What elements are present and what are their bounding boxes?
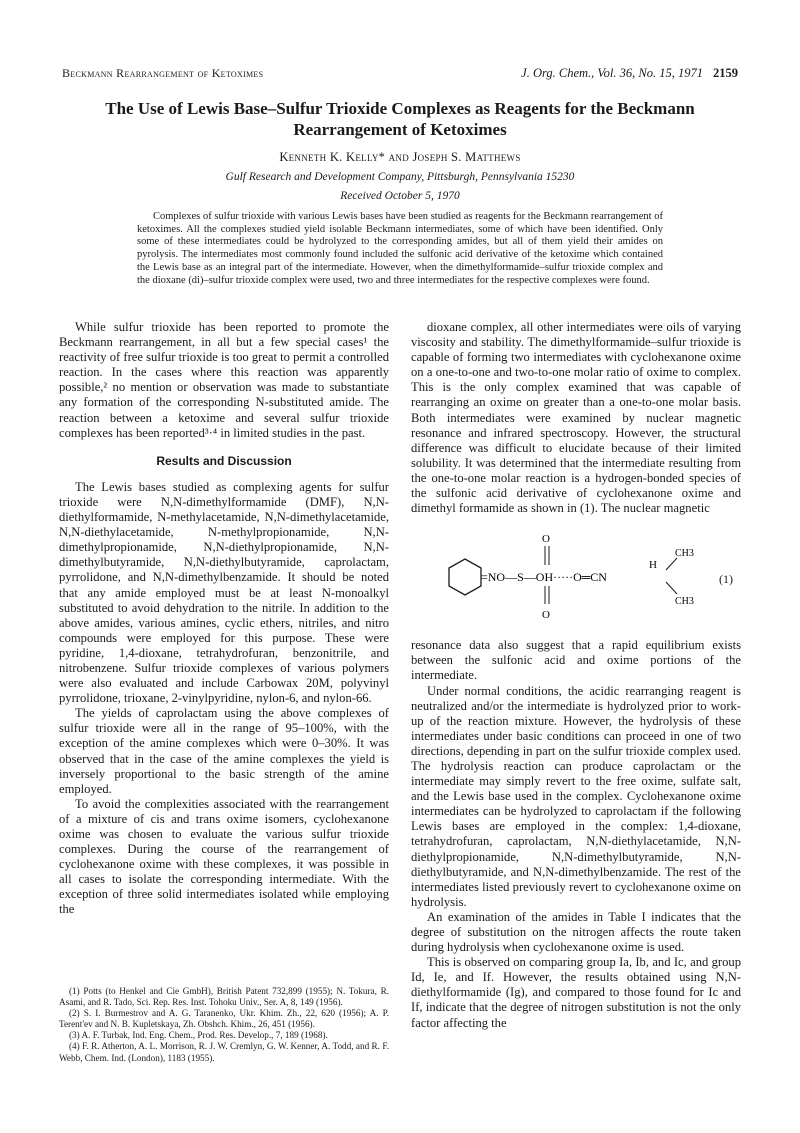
right-column: [411, 320, 741, 1031]
section-heading: Results and Discussion: [156, 453, 292, 468]
article-title: The Use of Lewis Base–Sulfur Trioxide Complexes as Reagents for the Beckmann Rearrangement of Ketoximes: [105, 99, 695, 139]
body-paragraph: This is observed on comparing group Ia, Ib, and Ic, and group Id, Ie, and If. However, the results obtained using N,N-diethylformamide (Ig), and compared to those found for Ic and If, indicate that the degree of nitrogen substitution is not the only factor affecting the: [411, 955, 741, 1030]
running-head: [62, 66, 738, 82]
methyl-top: CH3: [675, 548, 694, 560]
n-ch3-bond: [666, 582, 677, 594]
running-head-citation: [521, 66, 738, 81]
body-paragraph: Under normal conditions, the acidic rearranging reagent is neutralized and/or the intermediate is hydrolyzed prior to work-up of the reaction mixture. However, the hydrolysis of these intermediates under basic conditions can proceed in one of two directions, depending in part on the sulfur trioxide complex used. The hydrolysis reaction can produce caprolactam or the intermediate may simply revert to the free oxime, sulfate salt, and the Lewis base used in the complex. Cyclohexanone oxime intermediates can be hydrolyzed to caprolactam if the following Lewis bases are employed in the complex: 1,4-dioxane, tetrahydrofuran, caprolactam, N,N-diethylacetamide, N,N-diethylpropionamide, N,N-dimethylbutyramide, N,N-diethylbutyramide, and N,N-dimethylbenzamide. The rest of the intermediates listed previously revert to cyclohexanone oxime on hydrolysis.: [411, 683, 741, 909]
body-paragraph: The yields of caprolactam using the above complexes of sulfur trioxide were all in the range of 95–100%, with the exception of the amine complexes which were 0–30%. It was observed that in the case of the amine complexes the yield is inversely proportional to the basic strength of the amine employed.: [59, 706, 389, 796]
footnote: (3) A. F. Turbak, Ind. Eng. Chem., Prod. Res. Develop., 7, 189 (1968).: [69, 1030, 328, 1041]
running-head-title: Beckmann Rearrangement of Ketoximes: [62, 66, 264, 80]
equation-number: (1): [719, 572, 733, 587]
chemical-structure: [411, 524, 741, 632]
footnote: (4) F. R. Atherton, A. L. Morrison, R. J. W. Cremlyn, G. W. Kenner, A. Todd, and R. F. Webb, Chem. Ind. (London), 1183 (1955).: [59, 1041, 389, 1063]
footnote: (2) S. I. Burmestrov and A. G. Taranenko, Ukr. Khim. Zh., 22, 620 (1956); A. P. Terent'ev and N. B. Kupletskaya, Zh. Obshch. Khim., 26, 451 (1956).: [59, 1008, 389, 1030]
affiliation: Gulf Research and Development Company, Pittsburgh, Pennsylvania 15230: [225, 171, 575, 183]
body-paragraph: To avoid the complexities associated with the rearrangement of a mixture of cis and trans oxime isomers, cyclohexanone oxime was chosen to evaluate the various sulfur trioxide complexes. During the course of the rearrangement of cyclohexanone oxime with these complexes, it was possible in all cases to isolate the corresponding intermediate. With the exception of three solid intermediates isolated while employing the: [59, 796, 389, 917]
authors: Kenneth K. Kelly* and Joseph S. Matthews: [279, 150, 521, 164]
page-number: 2159: [713, 66, 738, 80]
methyl-bottom: CH3: [675, 596, 694, 608]
footnote: (1) Potts (to Henkel and Cie GmbH), British Patent 732,899 (1955); N. Tokura, R. Asami, and R. Tado, Sci. Rep. Res. Inst. Tohoku Univ., Ser. A, 8, 149 (1956).: [59, 986, 389, 1008]
body-paragraph: An examination of the amides in Table I indicates that the degree of substitution on the nitrogen affects the route taken during hydrolysis when cyclohexanone oxime is used.: [411, 909, 741, 955]
body-paragraph: dioxane complex, all other intermediates were oils of varying viscosity and stability. The dimethylformamide–sulfur trioxide is capable of forming two intermediates with cyclohexanone oxime on a one-to-one and two-to-one molar ratio of oxime to complex. This is the only complex examined that was capable of rearranging an oxime on greater than a one-to-one molar basis. Both intermediates were examined by nuclear magnetic resonance and infrared spectroscopy. However, the structural difference was difficult to elucidate because of their limited solubility. It was determined that the intermediate resulting from the one-to-one molar reaction is a hydrogen-bonded species of the sulfonic acid derivative of cyclohexanone oxime and dimethyl formamide as shown in (1). The nuclear magnetic: [411, 320, 741, 516]
journal-citation: J. Org. Chem., Vol. 36, No. 15, 1971: [521, 66, 703, 80]
oxygen-bottom: O: [542, 609, 550, 622]
abstract: Complexes of sulfur trioxide with various Lewis bases have been studied as reagents for the Beckmann rearrangement of ketoximes. All the complexes studied yield isolable Beckmann intermediates, some of which have been identified. Only some of these intermediates could be hydrolyzed to the corresponding amides, but all of them yield their amides on pyrolysis. The intermediates most commonly found included the sulfonic acid derivative of the ketoxime which contained the Lewis base as an integral part of the intermediate. However, when the dimethylformamide–sulfur trioxide complex and the dioxane (di)–sulfur trioxide complex were used, two and three intermediates for the respective complexes were found.: [137, 211, 663, 286]
received-date: Received October 5, 1970: [340, 190, 460, 202]
cyclohexane-ring: [449, 559, 481, 595]
body-paragraph: The Lewis bases studied as complexing agents for sulfur trioxide were N,N-dimethylformamide (DMF), N,N-diethylformamide, N-methylacetamide, N,N-dimethylacetamide, N,N-diethylacetamide, N-methylpropionamide, N,N-dimethylpropionamide, N,N-diethylpropionamide, N,N-dimethylbutyramide, N,N-diethylbutyramide, caprolactam, pyrrolidone, and N,N-dimethylbenzamide. It should be noted that any amide employed must be at least N-monoalkyl substituted to avoid dehydration to the nitrile. In addition to the above amides, various amines, cyclic ethers, nitriles, and nitro compounds were employed for this purpose. These were pyridine, 1,4-dioxane, tetrahydrofuran, benzonitrile, and nitrobenzene. Sulfur trioxide complexes of various polymers were also evaluated and include Carbowax 20M, polyvinyl pyrrolidone, trioxane, 2-vinylpyridine, nylon-6, and nylon-66.: [59, 479, 389, 706]
main-chain: =NO—S—OH·····O═CN: [481, 570, 607, 585]
left-column: [59, 320, 389, 918]
structure-drawing: [411, 524, 741, 632]
n-ch3-bond: [666, 558, 677, 570]
intro-paragraph: While sulfur trioxide has been reported to promote the Beckmann rearrangement, in all but a few special cases¹ the reactivity of free sulfur trioxide is too great to permit a controlled reaction. In the cases where this reaction was apparently possible,² no mention or observation was made to substantiate any formation of the corresponding N-substituted amide. The reaction between a ketoxime and several sulfur trioxide complexes has been reported³·⁴ in limited studies in the past.: [59, 320, 389, 440]
oxygen-top: O: [542, 533, 550, 546]
footnotes: [59, 986, 389, 1064]
hydrogen-label: H: [649, 559, 657, 572]
body-paragraph: resonance data also suggest that a rapid equilibrium exists between the sulfonic acid and oxime portions of the intermediate.: [411, 638, 741, 683]
